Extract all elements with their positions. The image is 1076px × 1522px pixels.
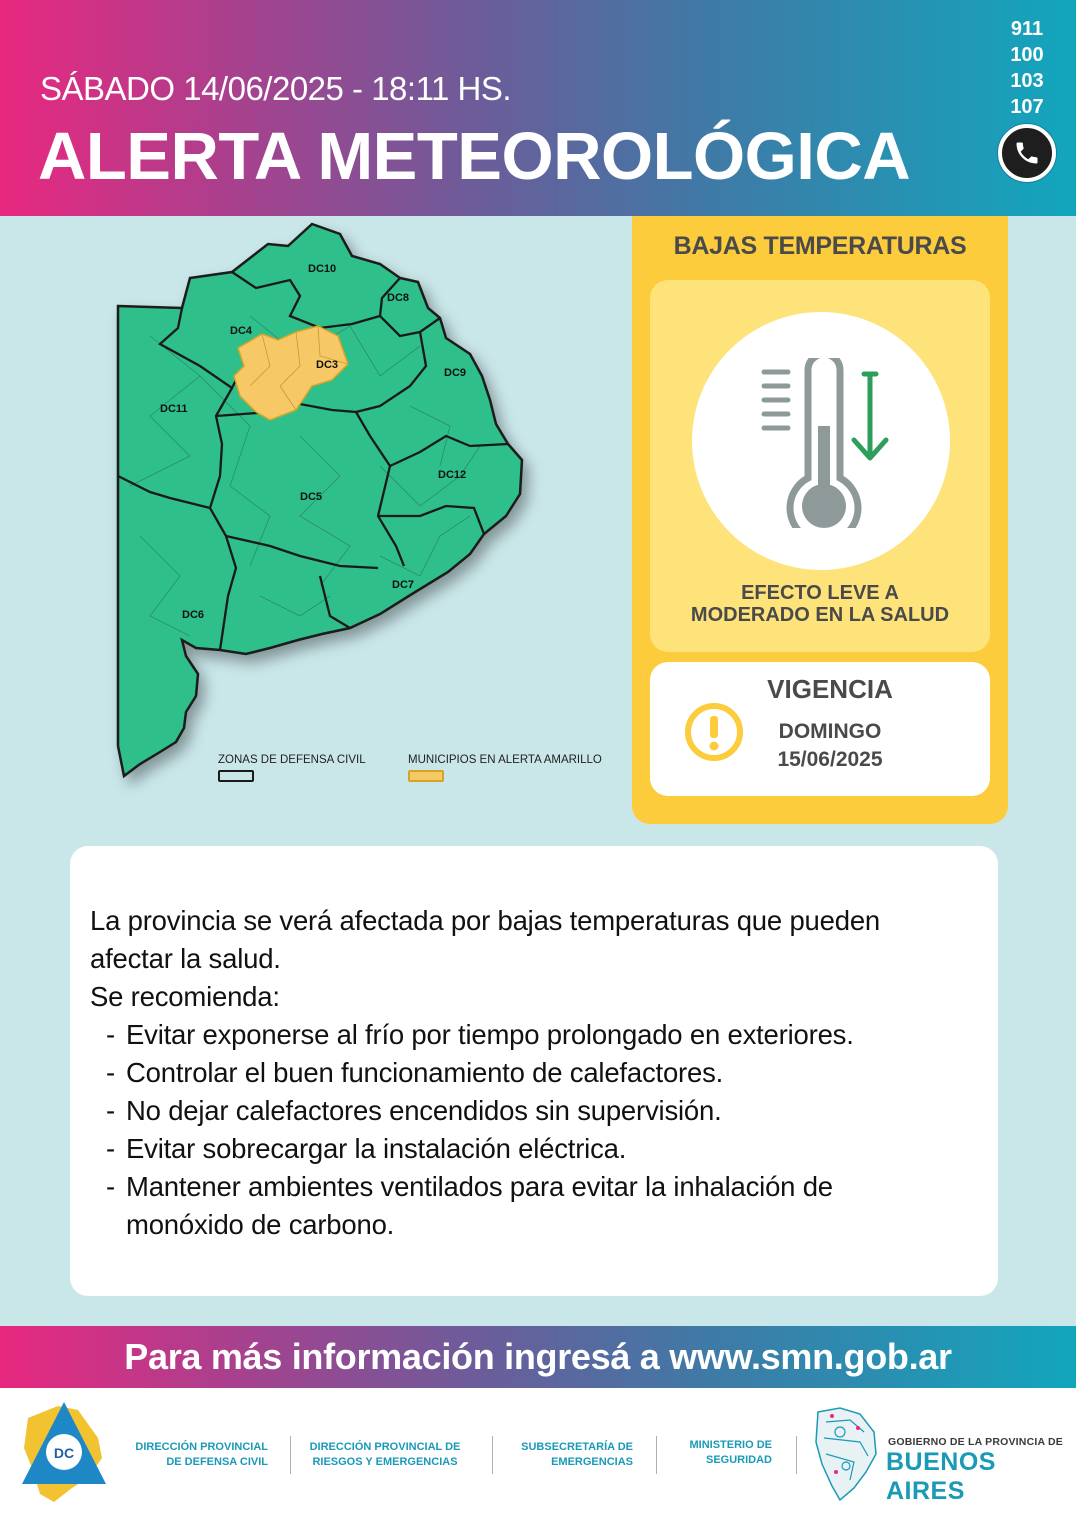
page-title: ALERTA METEOROLÓGICA: [38, 119, 911, 194]
zone-label: DC3: [316, 359, 339, 371]
alert-panel: [632, 216, 1008, 824]
phone-number[interactable]: 100: [1010, 44, 1044, 66]
legend-zones-swatch: [218, 770, 254, 782]
zone-label: DC11: [160, 403, 188, 415]
org-defensa-civil: [118, 1440, 268, 1470]
more-info-banner[interactable]: Para más información ingresá a www.smn.gob.ar: [0, 1326, 1076, 1388]
info-intro: La provincia se verá afectada por bajas temperaturas que pueden: [90, 905, 881, 936]
info-box: [70, 846, 998, 1296]
org-riesgos: [300, 1440, 470, 1470]
info-text: [90, 902, 990, 1244]
list-item-text: Controlar el buen funcionamiento de calefactores.: [126, 1057, 724, 1088]
list-item-text: Evitar exponerse al frío por tiempo prolongado en exteriores.: [126, 1019, 854, 1050]
org-ministerio: [664, 1438, 772, 1468]
footer-divider: [492, 1436, 493, 1474]
zone-label: DC6: [182, 609, 205, 621]
pba-subtitle: GOBIERNO DE LA PROVINCIA DE: [888, 1436, 1063, 1448]
phone-number[interactable]: 107: [1010, 96, 1044, 118]
health-effect-line: EFECTO LEVE A: [741, 582, 899, 604]
zone-label: DC12: [438, 469, 467, 481]
emergency-phones: [996, 16, 1058, 120]
zone-label: DC8: [387, 292, 410, 304]
list-item-text-cont: monóxido de carbono.: [126, 1209, 395, 1240]
list-item: - Mantener ambientes ventilados para evitar la inhalación de monóxido de carbono.: [90, 1168, 990, 1244]
info-recommend: Se recomienda:: [90, 981, 280, 1012]
footer-divider: [290, 1436, 291, 1474]
health-effect-line: MODERADO EN LA SALUD: [690, 604, 950, 626]
phone-icon: [998, 124, 1056, 182]
org-line: SUBSECRETARÍA DE: [521, 1441, 633, 1453]
info-intro: afectar la salud.: [90, 943, 281, 974]
list-item-text: Evitar sobrecargar la instalación eléctrica.: [126, 1133, 627, 1164]
validity-day: DOMINGO: [778, 720, 882, 743]
footer-divider: [796, 1436, 797, 1474]
health-effect: [650, 582, 990, 626]
list-item: - No dejar calefactores encendidos sin supervisión.: [106, 1095, 722, 1126]
phone-number[interactable]: 103: [1010, 70, 1044, 92]
org-line: DE DEFENSA CIVIL: [166, 1456, 268, 1468]
thermometer-icon: [752, 358, 892, 528]
validity-date: [750, 718, 910, 774]
header-banner: [0, 0, 1076, 216]
zone-label: DC4: [230, 325, 253, 337]
org-line: MINISTERIO DE: [689, 1439, 772, 1451]
org-line: DIRECCIÓN PROVINCIAL DE: [309, 1441, 461, 1453]
legend-alert: [408, 754, 602, 782]
alert-type-title: BAJAS TEMPERATURAS: [673, 232, 967, 260]
list-item: - Controlar el buen funcionamiento de calefactores.: [106, 1057, 724, 1088]
pba-title: BUENOS AIRES: [886, 1448, 996, 1505]
defensa-civil-logo: [18, 1398, 110, 1506]
list-item-text: Mantener ambientes ventilados para evitar la inhalación de: [126, 1171, 833, 1202]
zone-label: DC7: [392, 579, 415, 591]
buenos-aires-map: [0, 216, 630, 826]
list-item-text: No dejar calefactores encendidos sin supervisión.: [126, 1095, 722, 1126]
legend-zones-label: ZONAS DE DEFENSA CIVIL: [218, 754, 366, 766]
legend-zones: [218, 754, 366, 782]
thermometer-circle: [692, 312, 950, 570]
phone-number[interactable]: 911: [1010, 18, 1044, 40]
org-line: SEGURIDAD: [705, 1454, 772, 1466]
list-item: - Evitar exponerse al frío por tiempo prolongado en exteriores.: [106, 1019, 854, 1050]
dc-badge: DC: [53, 1445, 75, 1461]
validity-date-value: 15/06/2025: [777, 748, 883, 771]
province-logo: [810, 1402, 882, 1504]
org-line: DIRECCIÓN PROVINCIAL: [135, 1441, 268, 1453]
list-item: - Evitar sobrecargar la instalación eléctrica.: [106, 1133, 627, 1164]
zone-label: DC9: [444, 367, 467, 379]
footer-divider: [656, 1436, 657, 1474]
effect-box: [650, 280, 990, 652]
zone-label: DC5: [300, 491, 323, 503]
zone-label: DC10: [308, 263, 337, 275]
warning-icon: [684, 702, 744, 762]
validity-title: VIGENCIA: [767, 674, 893, 704]
legend-alert-swatch: [408, 770, 444, 782]
validity-box: [650, 662, 990, 796]
org-line: EMERGENCIAS: [551, 1456, 633, 1468]
org-line: RIESGOS Y EMERGENCIAS: [312, 1456, 458, 1468]
org-subsecretaria: [500, 1440, 633, 1470]
footer: [0, 1388, 1076, 1522]
alert-date: SÁBADO 14/06/2025 - 18:11 HS.: [40, 70, 512, 107]
legend-alert-label: MUNICIPIOS EN ALERTA AMARILLO: [408, 754, 602, 766]
province-map: [0, 216, 630, 826]
